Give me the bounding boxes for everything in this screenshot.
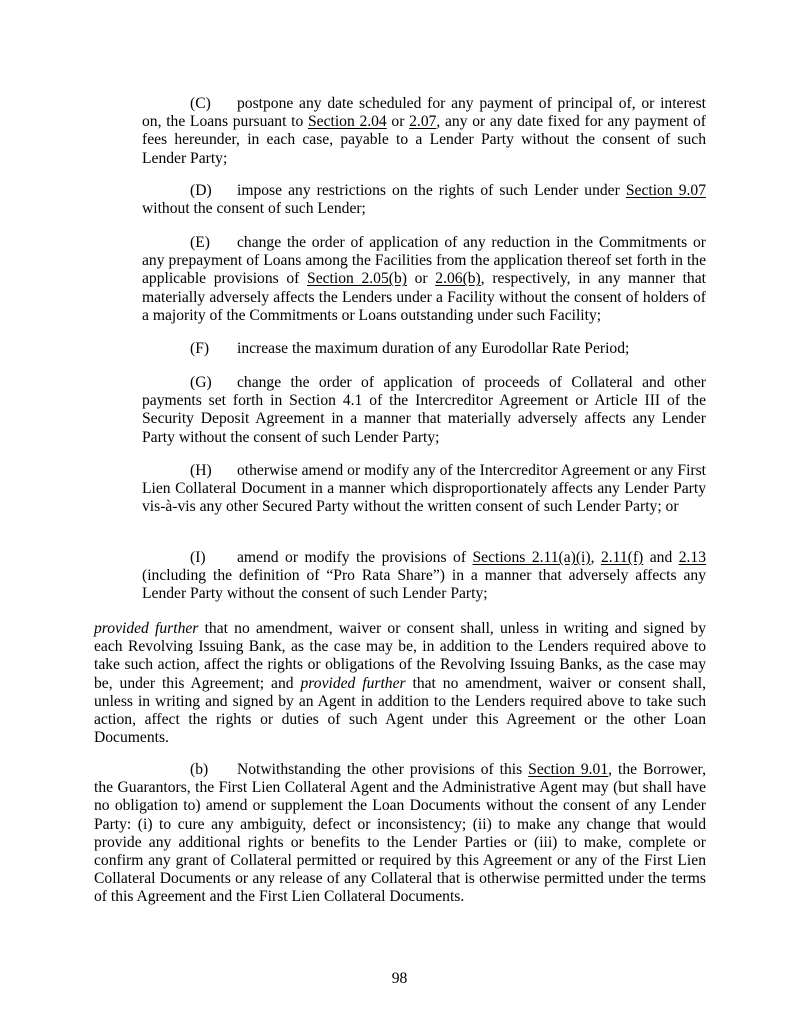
proviso-paragraph xyxy=(94,620,706,747)
clause-text: change the order of application of proceeds of Collateral and other payments set forth in Section 4.1 of the Intercreditor Agreement or Article III of the Security Deposit Agreement in a manner that materially adversely affects any Lender Party without the consent of such Lender Party; xyxy=(142,374,706,446)
section-reference: Section 2.04 xyxy=(307,113,387,131)
clause-text: , any or any date fixed for any payment of fees hereunder, in each case, payable to a Lender Party without the consent of such Lender Party; xyxy=(142,113,706,167)
section-reference: Section 9.07 xyxy=(625,182,706,199)
clause-text: , xyxy=(590,549,601,566)
section-reference: Section 9.01 xyxy=(528,761,609,778)
clause-label: (D) xyxy=(190,182,212,199)
clause-text: or xyxy=(406,270,436,288)
paragraph-text: Notwithstanding the other provisions of this xyxy=(237,761,529,778)
clause-i xyxy=(142,549,706,604)
section-reference: 2.07 xyxy=(409,113,437,131)
paragraph-text: that no amendment, waiver or consent shall, unless in writing and signed by each Revolving Issuing Bank, as the case may be, in addition to the Lenders required above to take such action, affect the rights or obligations of the Revolving Issuing Banks, as the case may be, under this Agreement; and xyxy=(94,620,706,692)
clause-text: change the order of application of any reduction in the Commitments or any prepayment of Loans among the Facilities from the application thereof set forth in the applicable provisions of xyxy=(142,234,706,288)
section-reference: 2.11(f) xyxy=(600,549,644,566)
clause-c xyxy=(142,95,706,168)
section-reference: 2.06(b) xyxy=(435,270,481,288)
clause-label: (b) xyxy=(190,761,209,778)
clause-text: , respectively, in any manner that materially adversely affects the Lenders under a Facility without the consent of holders of a majority of the Commitments or Loans outstanding under such Facility; xyxy=(142,270,706,324)
italic-term: provided further xyxy=(300,674,406,692)
clause-text: or xyxy=(386,113,410,131)
clause-g xyxy=(142,374,706,447)
clause-text: and xyxy=(643,549,679,566)
section-reference: 2.13 xyxy=(678,549,707,566)
section-reference: Sections 2.11(a)(i) xyxy=(472,549,591,566)
clause-e xyxy=(142,234,706,325)
clause-text: impose any restrictions on the rights of such Lender under xyxy=(237,182,626,199)
clause-h xyxy=(142,462,706,517)
clause-label: (E) xyxy=(190,234,210,251)
clause-label: (F) xyxy=(190,340,210,357)
paragraph-b xyxy=(94,761,706,907)
clause-label: (H) xyxy=(190,462,212,479)
clause-text: amend or modify the provisions of xyxy=(237,549,473,566)
paragraph-text: that no amendment, waiver or consent shall, unless in writing and signed by an Agent in addition to the Lenders required above to take such action, affect the rights or duties of such Agent under this Agreement or the other Loan Documents. xyxy=(94,674,706,747)
clause-text: without the consent of such Lender; xyxy=(142,200,366,218)
clause-d xyxy=(142,182,706,218)
section-reference: Section 2.05(b) xyxy=(307,270,407,288)
clause-label: (C) xyxy=(190,95,211,112)
page-number: 98 xyxy=(391,970,408,987)
clause-text: (including the definition of “Pro Rata Share”) in a manner that adversely affects any Lender Party without the consent of such Lender Party; xyxy=(142,567,706,603)
italic-term: provided further xyxy=(94,620,199,637)
clause-text: otherwise amend or modify any of the Intercreditor Agreement or any First Lien Collateral Document in a manner which disproportionately affects any Lender Party vis-à-vis any other Secured Party without the written consent of such Lender Party; or xyxy=(142,462,706,516)
clause-text: postpone any date scheduled for any payment of principal of, or interest on, the Loans pursuant to xyxy=(142,95,706,131)
clause-f xyxy=(142,340,706,358)
clause-label: (I) xyxy=(190,549,206,566)
paragraph-text: , the Borrower, the Guarantors, the First Lien Collateral Agent and the Administrative Agent may (but shall have no obligation to) amend or supplement the Loan Documents without the consent of any Lender Party: (i) to cure any ambiguity, defect or inconsistency; (ii) to make any change that would provide any additional rights or benefits to the Lender Parties or (iii) to make, complete or confirm any grant of Collateral permitted or required by this Agreement or any of the First Lien Collateral Documents or any release of any Collateral that is otherwise permitted under the terms of this Agreement and the First Lien Collateral Documents. xyxy=(94,761,707,906)
clause-text: increase the maximum duration of any Eurodollar Rate Period; xyxy=(237,340,630,357)
clause-label: (G) xyxy=(190,374,212,391)
